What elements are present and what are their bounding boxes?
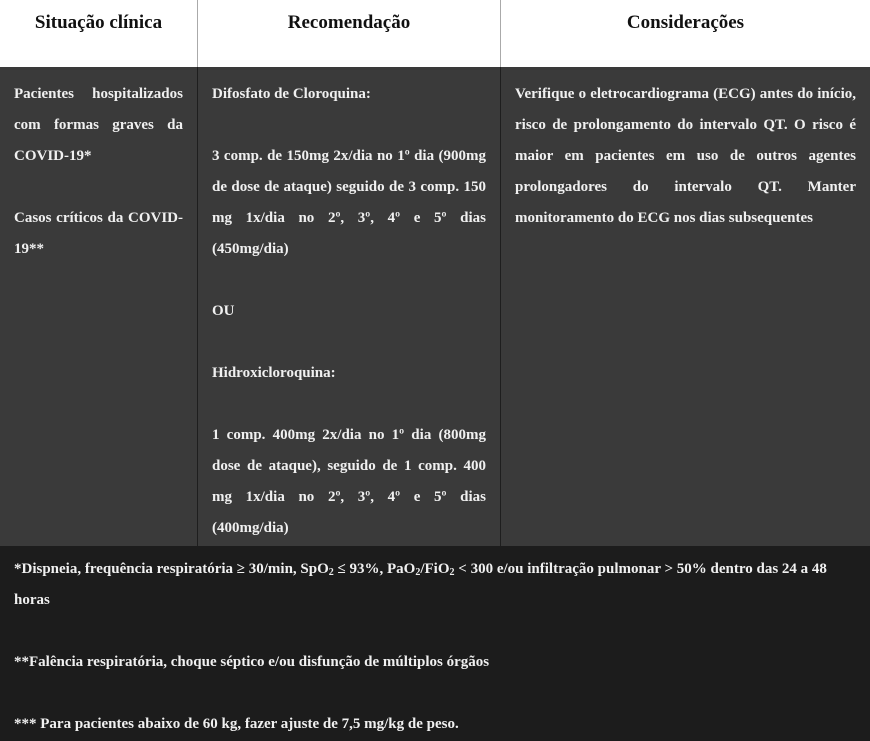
footnote-1-part-d: < 300 e/ou infiltração pulmonar > 50% dentro das 24 a 48 horas bbox=[14, 561, 827, 608]
drug2-name: Hidroxicloroquina: bbox=[212, 365, 336, 381]
header-recomendacao: Recomendação bbox=[198, 0, 501, 67]
drug1-name: Difosfato de Cloroquina: bbox=[212, 86, 371, 102]
table-footnotes bbox=[0, 546, 870, 741]
cell-recomendacao bbox=[198, 67, 501, 546]
header-situacao-clinica: Situação clínica bbox=[0, 0, 198, 67]
situacao-critical-cases: Casos críticos da COVID-19** bbox=[14, 210, 183, 257]
table-body-row bbox=[0, 67, 870, 546]
table-header-row bbox=[0, 0, 870, 68]
footnote-1-part-b: ≤ 93%, PaO bbox=[333, 561, 416, 577]
footnote-1-sub-1: 2 bbox=[328, 567, 334, 578]
footnote-critical-criteria: **Falência respiratória, choque séptico e/ou disfunção de múltiplos órgãos bbox=[14, 654, 490, 670]
cell-situacao-clinica bbox=[0, 67, 198, 546]
header-consideracoes: Considerações bbox=[626, 12, 745, 33]
situacao-severe-cases: Pacientes hospitalizados com formas graves da COVID-19* bbox=[14, 86, 183, 164]
footnote-1-sub-2: 2 bbox=[415, 567, 421, 578]
footnote-1-sub-3: 2 bbox=[449, 567, 455, 578]
or-separator: OU bbox=[212, 303, 235, 319]
cell-consideracoes bbox=[501, 67, 870, 546]
footnote-1-part-c: /FiO bbox=[420, 561, 450, 577]
footnote-1-part-a: *Dispneia, frequência respiratória ≥ 30/min, SpO bbox=[14, 561, 329, 577]
footnote-weight-adjustment: *** Para pacientes abaixo de 60 kg, fazer ajuste de 7,5 mg/kg de peso. bbox=[14, 716, 459, 732]
drug1-dose: 3 comp. de 150mg 2x/dia no 1º dia (900mg de dose de ataque) seguido de 3 comp. 150 mg 1x/dia no 2º, 3º, 4º e 5º dias (450mg/dia) bbox=[212, 148, 486, 257]
consideracoes-text: Verifique o eletrocardiograma (ECG) antes do início, risco de prolongamento do intervalo QT. O risco é maior em pacientes em uso de outros agentes prolongadores do intervalo QT. Manter monitoramento do ECG nos dias subsequentes bbox=[515, 86, 856, 226]
footnote-severe-criteria bbox=[14, 554, 856, 616]
drug2-dose: 1 comp. 400mg 2x/dia no 1º dia (800mg dose de ataque), seguido de 1 comp. 400 mg 1x/dia no 2º, 3º, 4º e 5º dias (400mg/dia) bbox=[212, 427, 486, 536]
